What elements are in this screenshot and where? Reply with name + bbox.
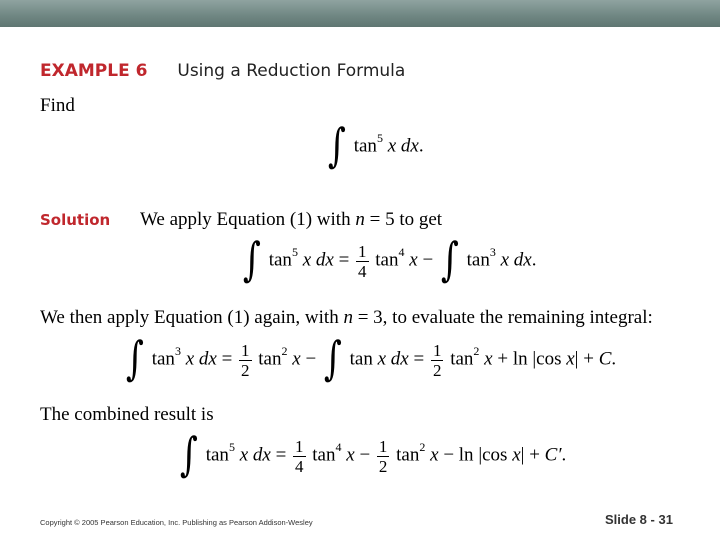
variable: x — [292, 348, 301, 370]
plus-sign: + — [529, 444, 540, 466]
integral-sign: ∫ — [242, 232, 261, 286]
apply-text — [40, 307, 653, 329]
fraction — [356, 243, 369, 280]
minus-sign: − — [359, 444, 371, 466]
func-cos: cos — [482, 444, 508, 466]
period: . — [531, 249, 537, 271]
slide-number: Slide 8 - 31 — [605, 512, 673, 527]
func-tan: tan — [450, 348, 474, 370]
constant: C′ — [544, 444, 562, 466]
denominator: 2 — [432, 360, 442, 380]
period: . — [611, 348, 617, 370]
period: . — [561, 444, 567, 466]
func-tan: tan — [268, 249, 292, 271]
differential: dx — [198, 348, 217, 370]
variable: x — [430, 444, 439, 466]
n-value: 3 — [373, 307, 383, 328]
integral-problem — [325, 118, 424, 172]
equation-2 — [123, 331, 617, 385]
example-header — [40, 61, 405, 81]
numerator: 1 — [358, 241, 367, 261]
func-tan: tan — [349, 348, 373, 370]
fraction — [377, 438, 390, 475]
plus-sign: + — [583, 348, 594, 370]
equals: = — [357, 307, 369, 328]
equals-sign: = — [413, 348, 425, 370]
variable: x — [409, 249, 418, 271]
differential: dx — [390, 348, 409, 370]
combined-text: The combined result is — [40, 404, 214, 425]
integral-sign: ∫ — [323, 331, 342, 385]
fraction — [431, 342, 444, 379]
abs-bar: | — [532, 348, 537, 370]
differential: dx — [513, 249, 532, 271]
variable: x — [512, 444, 521, 466]
func-tan: tan — [396, 444, 420, 466]
exponent: 3 — [489, 245, 496, 260]
exponent: 2 — [419, 440, 426, 455]
variable: x — [387, 135, 397, 157]
n-var: n — [343, 307, 353, 328]
equals: = — [369, 209, 381, 230]
func-tan: tan — [375, 249, 399, 271]
differential: dx — [315, 249, 334, 271]
denominator: 2 — [378, 456, 388, 476]
abs-bar: | — [520, 444, 525, 466]
func-tan: tan — [312, 444, 336, 466]
variable: x — [302, 249, 312, 271]
denominator: 2 — [241, 360, 250, 380]
fraction — [293, 438, 306, 475]
denominator: 4 — [358, 261, 367, 281]
variable: x — [346, 444, 355, 466]
variable: x — [484, 348, 493, 370]
equals-sign: = — [221, 348, 233, 370]
solution-text-end: to get — [399, 209, 443, 230]
period: . — [418, 135, 424, 157]
minus-sign: − — [443, 444, 455, 466]
func-tan: tan — [151, 348, 175, 370]
denominator: 4 — [295, 456, 304, 476]
func-tan: tan — [466, 249, 490, 271]
abs-bar: | — [574, 348, 579, 370]
find-text: Find — [40, 95, 75, 116]
example-label: EXAMPLE 6 — [40, 61, 148, 81]
fraction — [239, 342, 252, 379]
constant: C — [598, 348, 612, 370]
exponent: 4 — [335, 440, 342, 455]
exponent: 5 — [291, 245, 298, 260]
differential: dx — [252, 444, 271, 466]
numerator: 1 — [378, 436, 388, 456]
exponent: 4 — [398, 245, 405, 260]
func-cos: cos — [536, 348, 562, 370]
equals-sign: = — [338, 249, 350, 271]
exponent: 3 — [174, 344, 181, 359]
variable: x — [377, 348, 387, 370]
equation-1 — [240, 232, 537, 286]
numerator: 1 — [241, 340, 250, 360]
solution-label: Solution — [40, 211, 111, 229]
integral-sign: ∫ — [125, 331, 144, 385]
example-title: Using a Reduction Formula — [177, 61, 406, 81]
integral-sign: ∫ — [327, 118, 346, 172]
func-ln: ln — [512, 348, 528, 370]
func-tan: tan — [205, 444, 229, 466]
plus-sign: + — [497, 348, 509, 370]
variable: x — [500, 249, 510, 271]
exponent: 5 — [228, 440, 235, 455]
equals-sign: = — [275, 444, 287, 466]
minus-sign: − — [305, 348, 317, 370]
copyright-footer: Copyright © 2005 Pearson Education, Inc. Publishing as Pearson Addison-Wesley — [40, 518, 313, 527]
top-bar — [0, 0, 720, 27]
equation-3 — [177, 427, 567, 481]
variable: x — [239, 444, 249, 466]
abs-bar: | — [478, 444, 483, 466]
variable: x — [566, 348, 575, 370]
minus-sign: − — [422, 249, 434, 271]
n-var: n — [355, 209, 365, 230]
numerator: 1 — [295, 436, 304, 456]
exponent: 2 — [473, 344, 480, 359]
variable: x — [185, 348, 195, 370]
numerator: 1 — [432, 340, 442, 360]
func-ln: ln — [458, 444, 474, 466]
func-tan: tan — [258, 348, 282, 370]
integral-sign: ∫ — [440, 232, 459, 286]
solution-text-start: We apply Equation (1) with — [140, 209, 351, 230]
solution-text — [140, 209, 442, 231]
apply-text-start: We then apply Equation (1) again, with — [40, 307, 339, 328]
n-value: 5 — [385, 209, 395, 230]
differential: dx — [400, 135, 419, 157]
exponent: 2 — [281, 344, 288, 359]
func-tan: tan — [353, 135, 377, 157]
exponent: 5 — [376, 131, 383, 146]
integral-sign: ∫ — [179, 427, 198, 481]
apply-text-end: , to evaluate the remaining integral: — [382, 307, 653, 328]
